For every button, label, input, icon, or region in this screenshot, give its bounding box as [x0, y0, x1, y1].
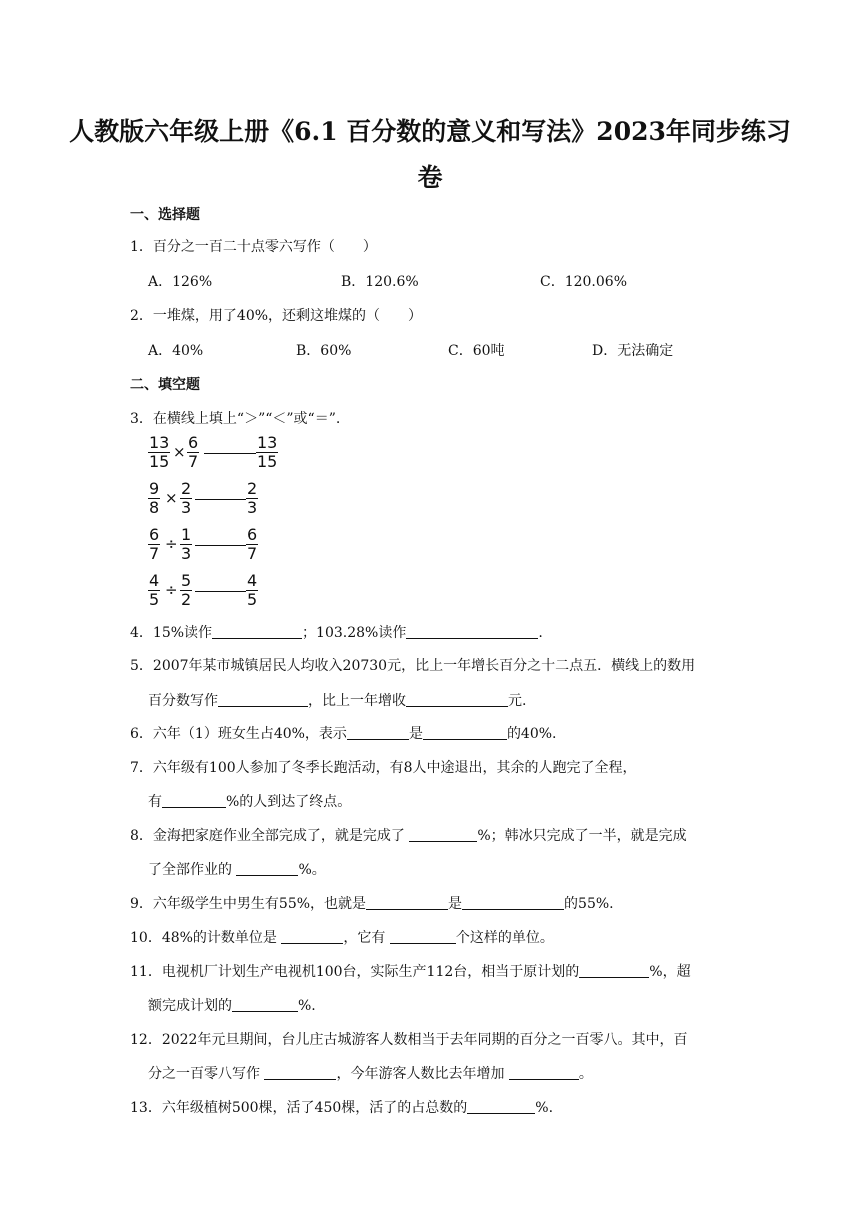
answer-blank[interactable] [195, 499, 246, 500]
q2-option-d: D．无法确定 [592, 343, 674, 359]
operator: ÷ [165, 581, 178, 599]
answer-blank[interactable] [366, 895, 448, 910]
question-8: 8．金海把家庭作业全部完成了，就是完成了 %；韩冰只完成了一半，就是完成 [130, 828, 687, 844]
q2-option-c: C．60吨 [448, 343, 505, 359]
answer-blank[interactable] [462, 895, 564, 910]
question-8-continued: 了全部作业的 %。 [148, 862, 326, 878]
answer-blank[interactable] [390, 929, 456, 944]
answer-blank[interactable] [409, 827, 477, 842]
answer-blank[interactable] [406, 692, 508, 707]
fraction: 4 5 [247, 571, 258, 609]
fraction: 13 15 [149, 433, 170, 471]
answer-blank[interactable] [264, 1065, 336, 1080]
question-5: 5．2007年某市城镇居民人均收入20730元，比上一年增长百分之十二点五．横线上的数用 [130, 658, 696, 674]
answer-blank[interactable] [281, 929, 343, 944]
answer-blank[interactable] [232, 997, 298, 1012]
fraction: 6 7 [149, 525, 160, 563]
page-title-continued: 卷 [417, 163, 443, 192]
fraction: 2 3 [181, 479, 192, 517]
fraction: 1 3 [181, 525, 192, 563]
section-heading-choice: 一、选择题 [130, 207, 200, 223]
answer-blank[interactable] [423, 725, 507, 740]
page-title: 人教版六年级上册《6.1 百分数的意义和写法》2023年同步练习 [69, 117, 791, 146]
answer-blank[interactable] [467, 1099, 535, 1114]
question-11-continued: 额完成计划的 %. [148, 998, 316, 1014]
question-1: 1．百分之一百二十点零六写作（ ） [130, 239, 377, 255]
answer-blank[interactable] [579, 963, 649, 978]
answer-blank[interactable] [218, 692, 308, 707]
answer-blank[interactable] [162, 793, 226, 808]
fraction: 9 8 [149, 479, 160, 517]
question-9: 9．六年级学生中男生有55%，也就是 是 的55%. [130, 896, 614, 912]
question-4: 4．15%读作 ；103.28%读作 . [130, 625, 543, 641]
question-2: 2．一堆煤，用了40%，还剩这堆煤的（ ） [130, 308, 423, 324]
question-5-continued: 百分数写作 ，比上一年增收 元. [148, 693, 527, 709]
question-3: 3．在横线上填上“＞”“＜”或“＝”. [130, 411, 341, 427]
q2-option-a: A．40% [148, 343, 204, 359]
q1-option-b: B．120.6% [341, 274, 419, 290]
fraction: 6 7 [247, 525, 258, 563]
question-7-continued: 有 %的人到达了终点。 [148, 794, 352, 810]
section-heading-fill: 二、填空题 [130, 377, 200, 393]
answer-blank[interactable] [406, 624, 538, 639]
answer-blank[interactable] [212, 624, 302, 639]
question-10: 10．48%的计数单位是 ，它有 个这样的单位。 [130, 930, 554, 946]
question-12: 12．2022年元旦期间，台儿庄古城游客人数相当于去年同期的百分之一百零八。其中，百 [130, 1032, 688, 1048]
question-12-continued: 分之一百零八写作 ，今年游客人数比去年增加 。 [148, 1066, 593, 1082]
answer-blank[interactable] [236, 861, 298, 876]
operator: ÷ [165, 535, 178, 553]
fraction: 4 5 [149, 571, 160, 609]
q1-option-c: C．120.06% [540, 274, 628, 290]
operator: × [173, 443, 186, 461]
answer-blank[interactable] [195, 545, 246, 546]
answer-blank[interactable] [509, 1065, 579, 1080]
q2-option-b: B．60% [296, 343, 352, 359]
fraction: 2 3 [247, 479, 258, 517]
question-13: 13．六年级植树500棵，活了450棵，活了的占总数的 %. [130, 1100, 554, 1116]
answer-blank[interactable] [195, 591, 246, 592]
q1-option-a: A．126% [148, 274, 213, 290]
fraction: 6 7 [188, 433, 199, 471]
question-11: 11．电视机厂计划生产电视机100台，实际生产112台，相当于原计划的 %，超 [130, 964, 691, 980]
fraction: 13 15 [257, 433, 278, 471]
answer-blank[interactable] [204, 453, 256, 454]
fraction: 5 2 [181, 571, 192, 609]
question-6: 6．六年（1）班女生占40%，表示 是 的40%. [130, 726, 557, 742]
operator: × [165, 489, 178, 507]
question-7: 7．六年级有100人参加了冬季长跑活动，有8人中途退出，其余的人跑完了全程， [130, 760, 637, 776]
answer-blank[interactable] [347, 725, 409, 740]
